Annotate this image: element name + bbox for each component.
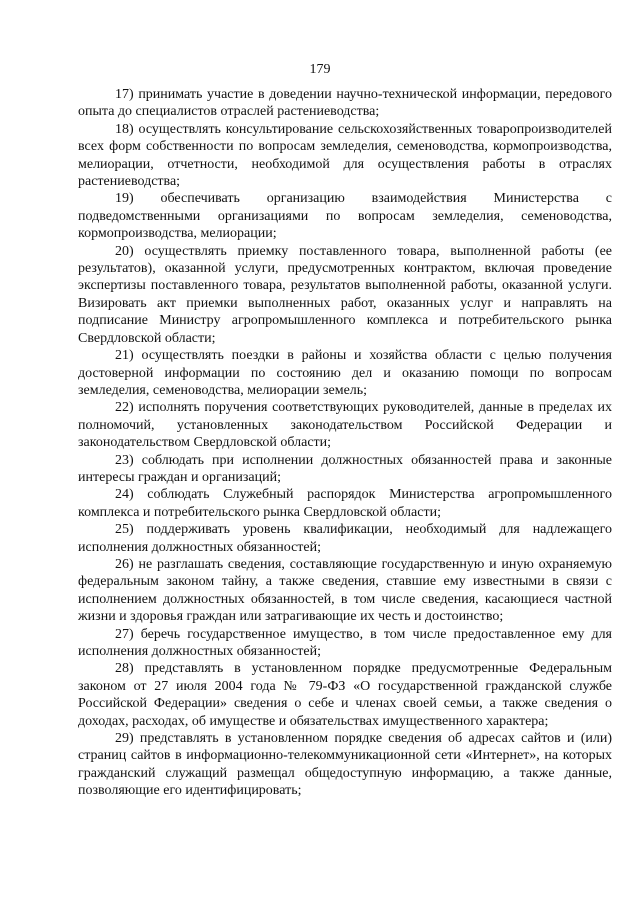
document-body <box>78 86 612 800</box>
list-item-23: 23) соблюдать при исполнении должностных обязанностей права и законные интересы граждан и организаций; <box>78 452 612 485</box>
list-item-20: 20) осуществлять приемку поставленного товара, выполненной работы (ее результатов), оказанной услуги, предусмотренных контрактом, включая проведение экспертизы поставленного товара, результатов выполненной работы, оказанной услуги. Визировать акт приемки выполненных работ, оказанных услуг и направлять на подписание Министру агропромышленного комплекса и потребительского рынка Свердловской области; <box>78 243 612 346</box>
list-item-29: 29) представлять в установленном порядке сведения об адресах сайтов и (или) страниц сайтов в информационно-телекоммуникационной сети «Интернет», на которых гражданский служащий размещал общедоступную информацию, а также данные, позволяющие его идентифицировать; <box>78 731 612 799</box>
list-item-17: 17) принимать участие в доведении научно-технической информации, передового опыта до специалистов отраслей растениеводства; <box>78 87 612 120</box>
list-item-28: 28) представлять в установленном порядке предусмотренные Федеральным законом от 27 июля 2004 года № 79-ФЗ «О государственной гражданской службе Российской Федерации» сведения о себе и членах своей семьи, а также сведения о доходах, расходах, об имуществе и обязательствах имущественного характера; <box>78 661 612 729</box>
list-item-27: 27) беречь государственное имущество, в том числе предоставленное ему для исполнения должностных обязанностей; <box>78 626 612 659</box>
page-number: 179 <box>309 62 331 77</box>
list-item-18: 18) осуществлять консультирование сельскохозяйственных товаропроизводителей всех форм собственности по вопросам земледелия, семеноводства, кормопроизводства, мелиорации, отчетности, необходимой для осуществления работы в отраслях растениеводства; <box>78 121 612 190</box>
list-item-26: 26) не разглашать сведения, составляющие государственную и иную охраняемую федеральным законом тайну, а также сведения, ставшие ему известными в связи с исполнением должностных обязанностей, в том числе сведения, касающиеся частной жизни и здоровья граждан или затрагивающие их честь и достоинство; <box>78 556 612 625</box>
list-item-21: 21) осуществлять поездки в районы и хозяйства области с целью получения достоверной информации по состоянию дел и оказанию помощи по вопросам земледелия, семеноводства, мелиорации земель; <box>78 348 612 398</box>
list-item-22: 22) исполнять поручения соответствующих руководителей, данные в пределах их полномочий, установленных законодательством Российской Федерации и законодательством Свердловской области; <box>78 400 612 451</box>
list-item-25: 25) поддерживать уровень квалификации, необходимый для надлежащего исполнения должностных обязанностей; <box>78 522 612 555</box>
list-item-19: 19) обеспечивать организацию взаимодействия Министерства с подведомственными организациями по вопросам земледелия, семеноводства, кормопроизводства, мелиорации; <box>78 191 612 242</box>
list-item-24: 24) соблюдать Служебный распорядок Министерства агропромышленного комплекса и потребительского рынка Свердловской области; <box>78 487 612 520</box>
